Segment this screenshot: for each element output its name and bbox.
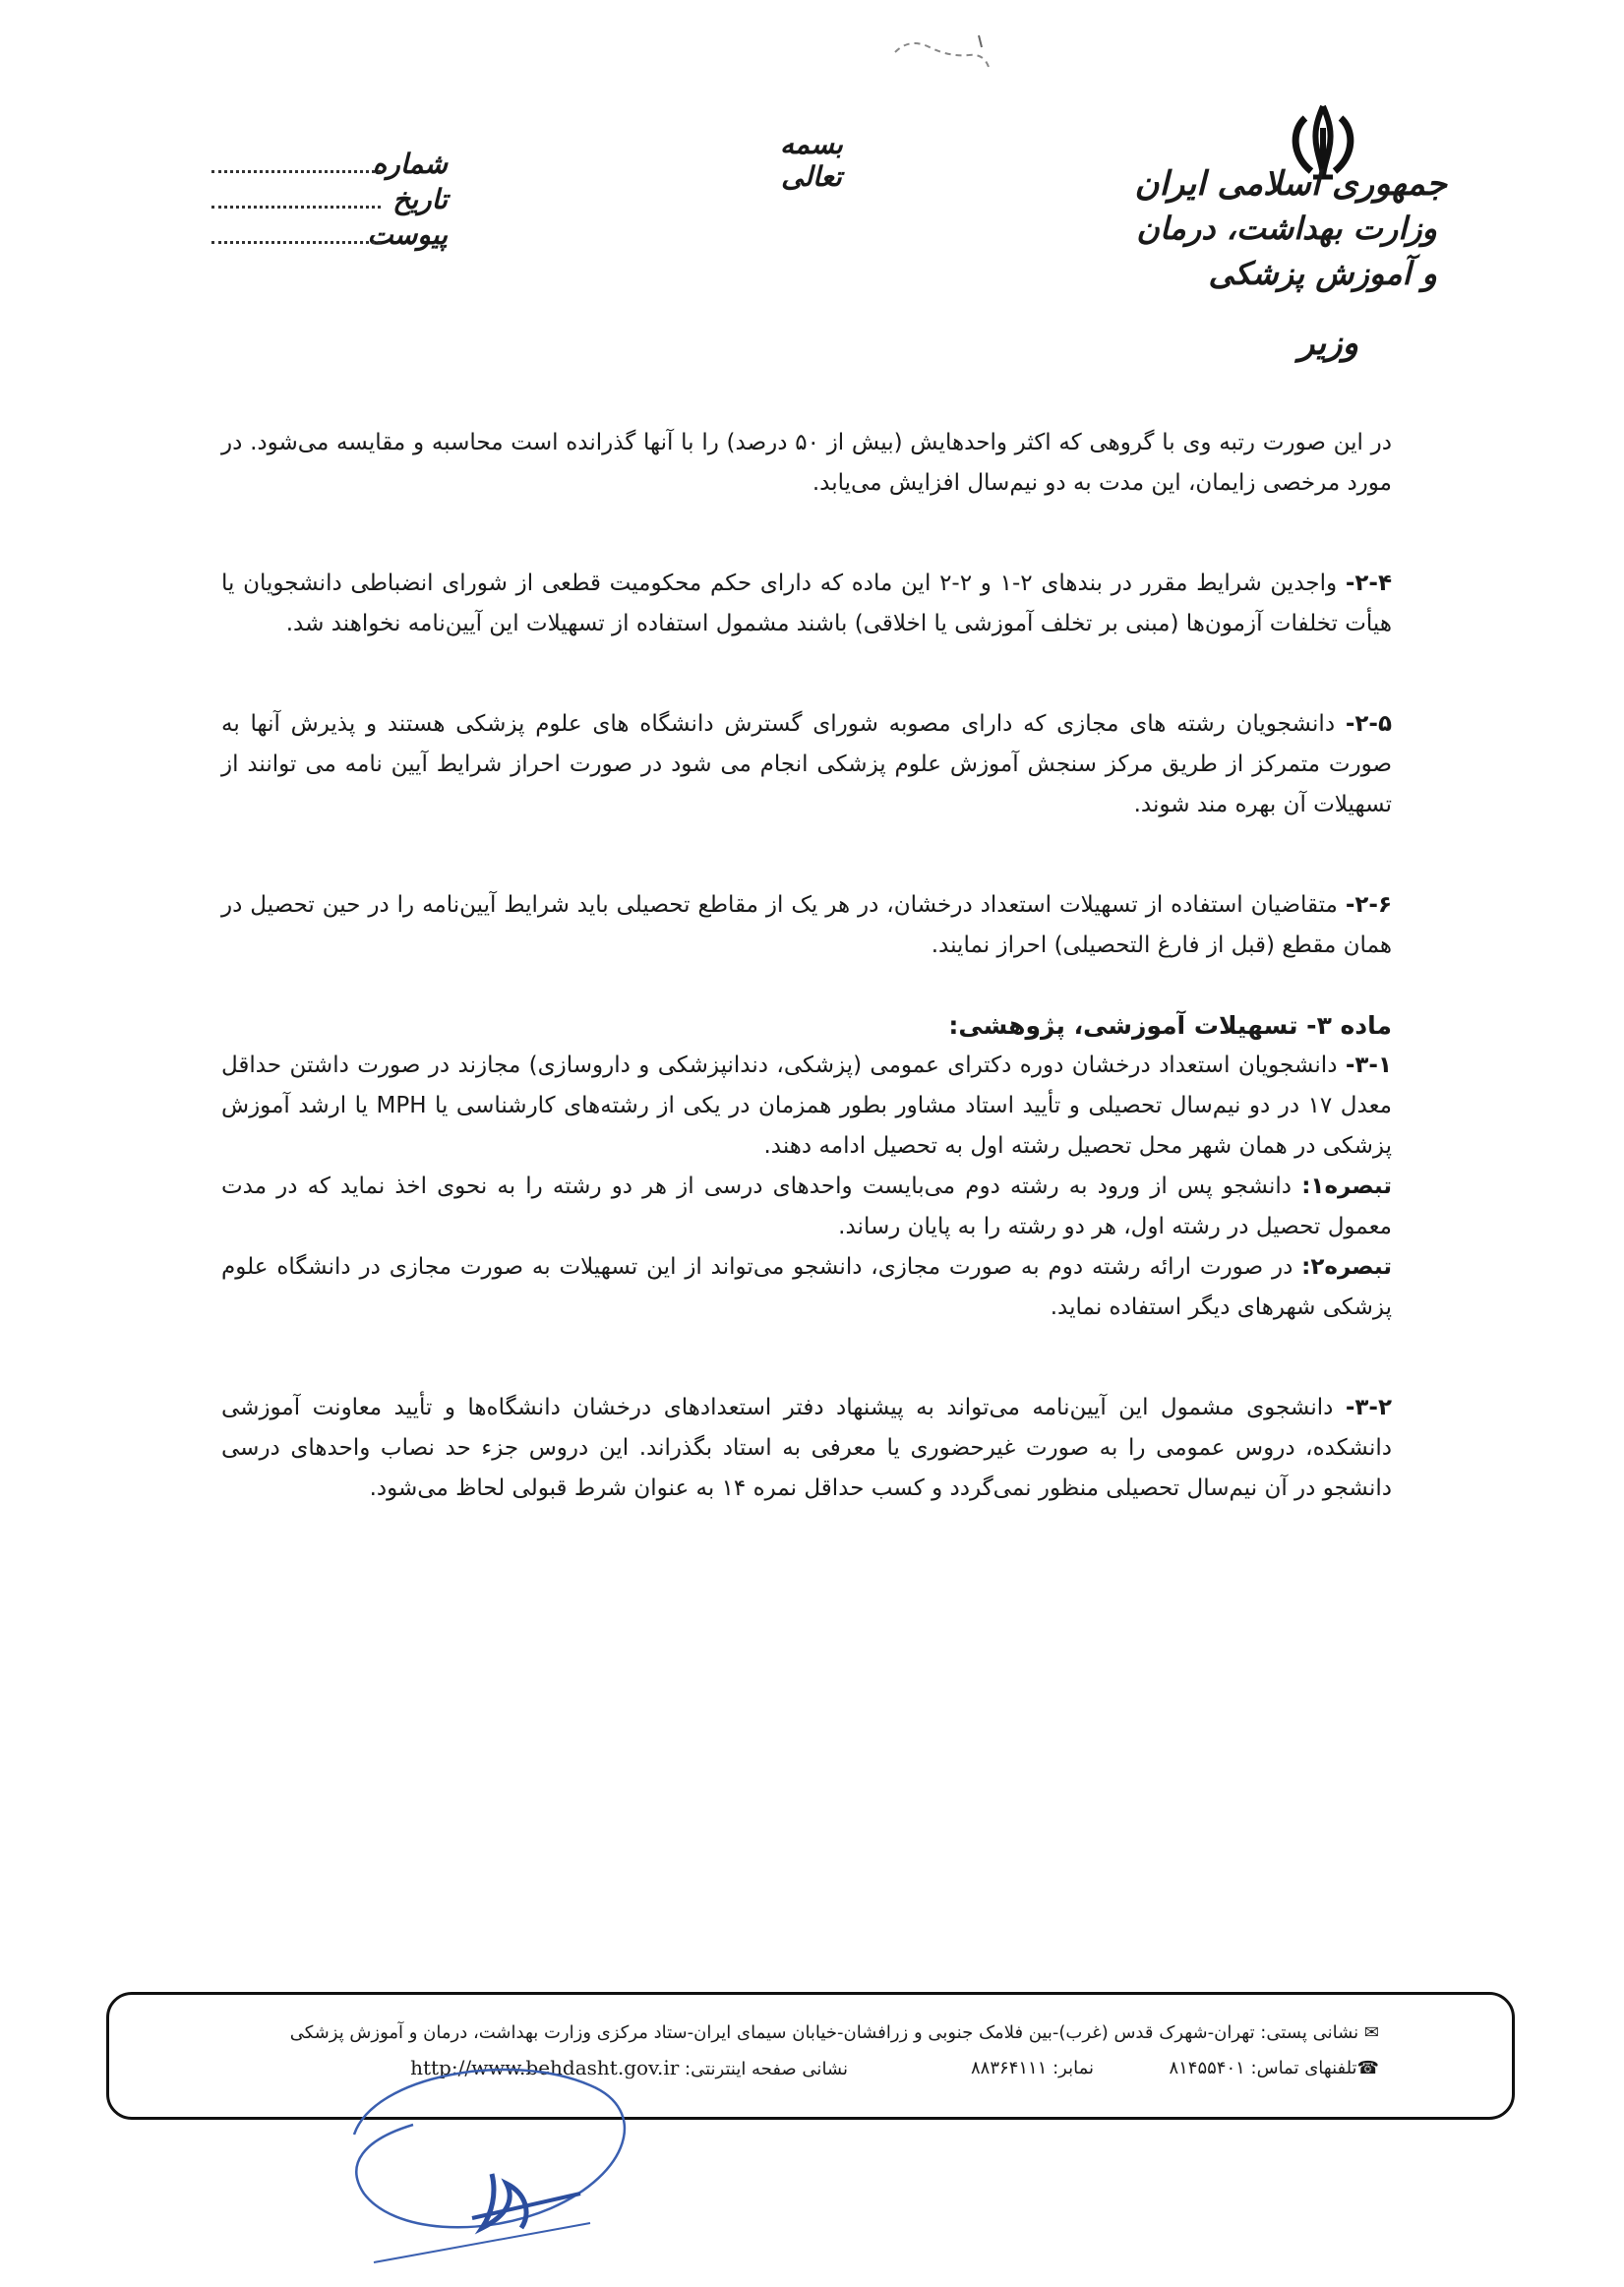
clause-number: ۳-۱- [1345, 1053, 1392, 1078]
paragraph-3-2 [221, 1388, 1392, 1509]
letterhead-minister: وزیر [1297, 324, 1358, 363]
meta-date [211, 183, 448, 218]
website-link[interactable]: http://www.behdasht.gov.ir [410, 2056, 680, 2079]
meta-number [211, 148, 448, 183]
note-label: تبصره۲: [1301, 1254, 1392, 1280]
meta-attachment [211, 218, 448, 254]
note-text: دانشجو پس از ورود به رشته دوم می‌بایست واحدهای درسی از هر دو رشته را به نحوی اخذ نماید که در مدت معمول تحصیل در رشته اول، هر دو رشته را به پایان رساند. [221, 1174, 1392, 1239]
footer-web-label: نشانی صفحه اینترنتی: [685, 2059, 848, 2079]
clause-number: ۲-۵- [1345, 711, 1392, 737]
meta-attachment-label: پیوست [367, 218, 448, 251]
note-2 [221, 1247, 1392, 1328]
meta-date-label: تاریخ [392, 183, 448, 215]
footer-box [106, 1992, 1515, 2120]
meta-number-label: شماره [372, 148, 448, 180]
telephone-icon: ☎ [1356, 2057, 1379, 2078]
clause-text: دانشجویان استعداد درخشان دوره دکترای عمومی (پزشکی، دندانپزشکی و داروسازی) مجازند در صورت داشتن حداقل معدل ۱۷ در دو نیم‌سال تحصیلی و تأیید استاد مشاور بطور همزمان در یکی از رشته‌های کارشناسی یا MPH یا ارشد آموزش پزشکی در همان شهر محل تحصیل رشته اول به تحصیل ادامه دهند. [221, 1053, 1392, 1159]
paragraph-2-6 [221, 885, 1392, 966]
note-1 [221, 1167, 1392, 1247]
paragraph-2-4 [221, 564, 1392, 644]
footer-phone [1094, 2058, 1379, 2078]
pen-mark [890, 28, 998, 77]
letterhead-country: جمهوری اسلامی ایران [1134, 164, 1447, 204]
article-3-heading: ماده ۳- تسهیلات آموزشی، پژوهشی: [948, 1011, 1392, 1040]
clause-number: ۲-۶- [1345, 892, 1392, 918]
meta-number-dots [211, 152, 381, 173]
letterhead [1113, 162, 1447, 363]
clause-text: واجدین شرایط مقرر در بندهای ۲-۱ و ۲-۲ این ماده که دارای حکم محکومیت قطعی از شورای انضباطی دانشجویان یا هیأت تخلفات آزمون‌ها (مبنی بر تخلف آموزشی یا اخلاقی) باشند مشمول استفاده از تسهیلات این آیین‌نامه نخواهند شد. [221, 571, 1392, 636]
paragraph-continuation: در این صورت رتبه وی با گروهی که اکثر واحدهایش (بیش از ۵۰ درصد) را با آنها گذرانده است محاسبه و مقایسه می‌شود. در مورد مرخصی زایمان، این مدت به دو نیم‌سال افزایش می‌یابد. [221, 430, 1393, 496]
meta-date-dots [211, 188, 381, 209]
footer-address [199, 2022, 1379, 2043]
clause-number: ۳-۲- [1345, 1395, 1392, 1420]
note-label: تبصره۱: [1301, 1174, 1393, 1199]
bismillah: بسمه تعالی [780, 128, 843, 193]
clause-text: دانشجویان رشته های مجازی که دارای مصوبه شورای گسترش دانشگاه های علوم پزشکی هستند و پذیرش آنها به صورت متمرکز از طریق مرکز سنجش آموزش علوم پزشکی انجام می شود در صورت احراز شرایط آیین نامه می توانند از تسهیلات آن بهره مند شوند. [221, 711, 1392, 817]
clause-text: متقاضیان استفاده از تسهیلات استعداد درخشان، در هر یک از مقاطع تحصیلی باید شرایط آیین‌نامه را در حین تحصیل در همان مقطع (قبل از فارغ التحصیلی) احراز نمایند. [221, 892, 1392, 958]
letter-body [221, 423, 1392, 1509]
footer-phone-text: تلفنهای تماس: ۸۱۴۵۵۴۰۱ [1169, 2057, 1357, 2078]
paragraph-3-1 [221, 1046, 1392, 1167]
paragraph-2-5 [221, 704, 1392, 825]
footer-address-text: نشانی پستی: تهران-شهرک قدس (غرب)-بین فلامک جنوبی و زرافشان-خیابان سیمای ایران-ستاد مرکزی وزارت بهداشت، درمان و آموزش پزشکی [289, 2022, 1359, 2043]
clause-text: دانشجوی مشمول این آیین‌نامه می‌تواند به پیشنهاد دفتر استعدادهای درخشان دانشگاه‌ها و تأیید معاونت آموزشی دانشکده، دروس عمومی را به صورت غیرحضوری یا معرفی به استاد بگذراند. این دروس جزء حد نصاب واحدهای درسی دانشجو در آن نیم‌سال تحصیلی منظور نمی‌گردد و کسب حداقل نمره ۱۴ به عنوان شرط قبولی لحاظ می‌شود. [221, 1395, 1392, 1501]
letter-meta [211, 148, 448, 254]
letterhead-ministry: وزارت بهداشت، درمان و آموزش پزشکی [1136, 210, 1437, 292]
clause-number: ۲-۴- [1345, 571, 1393, 596]
meta-attachment-dots [211, 223, 381, 244]
envelope-icon: ✉ [1363, 2022, 1379, 2043]
signature-icon [334, 2046, 728, 2272]
note-text: در صورت ارائه رشته دوم به صورت مجازی، دانشجو می‌تواند از این تسهیلات به صورت مجازی در دانشگاه علوم پزشکی شهرهای دیگر استفاده نماید. [221, 1254, 1392, 1320]
footer-fax: نمابر: ۸۸۳۶۴۱۱۱ [971, 2057, 1094, 2078]
